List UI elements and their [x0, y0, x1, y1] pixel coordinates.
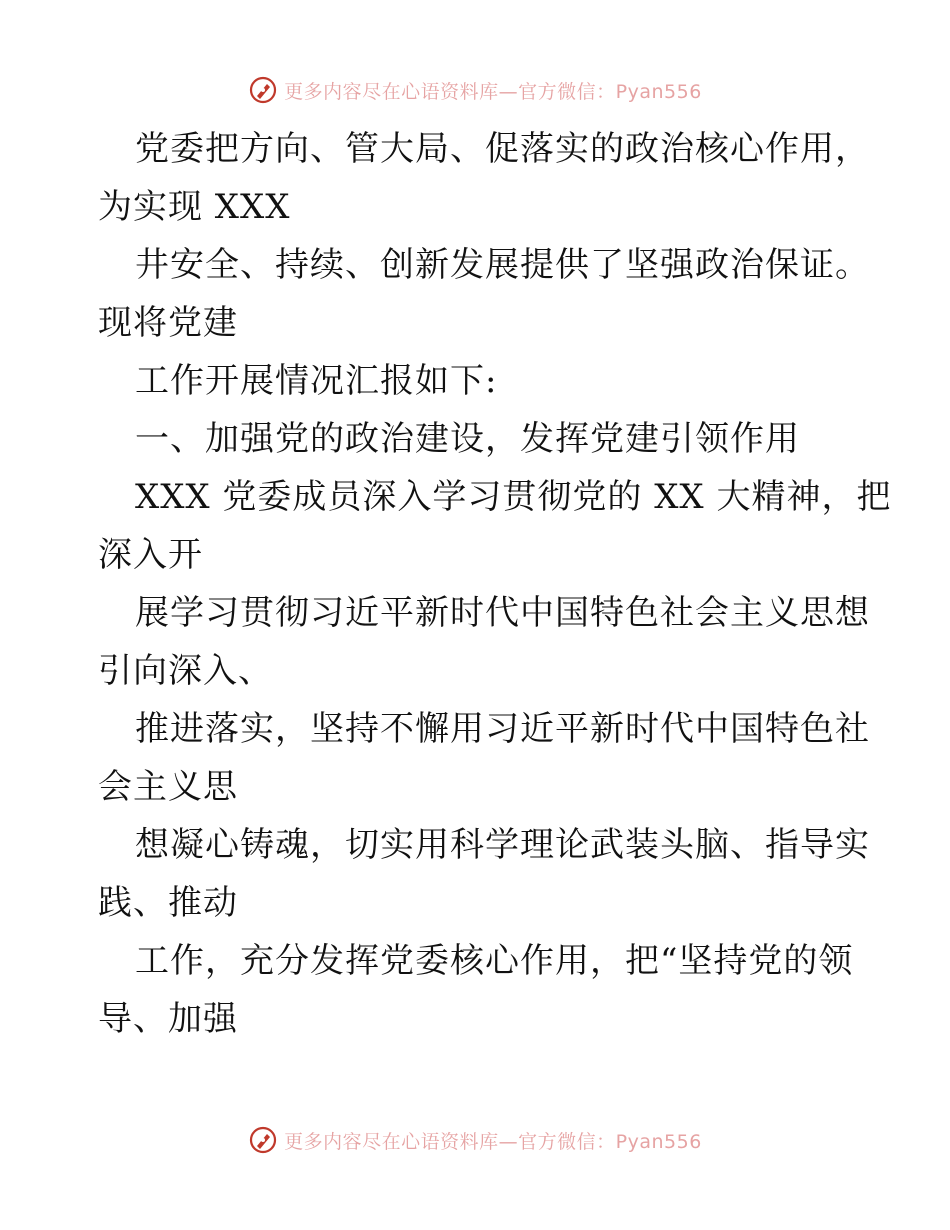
- paragraph-line: 工作，充分发挥党委核心作用，把“坚持党的领: [135, 941, 854, 981]
- paragraph-line: 深入开: [98, 535, 203, 575]
- document-body: [98, 120, 892, 1048]
- paragraph-line: 现将党建: [98, 303, 238, 343]
- paragraph-line: 井安全、持续、创新发展提供了坚强政治保证。: [135, 245, 870, 285]
- paragraph-line: 会主义思: [98, 767, 238, 807]
- paragraph-line: 推进落实，坚持不懈用习近平新时代中国特色社: [135, 709, 870, 749]
- pen-nib-logo-icon: [248, 1125, 278, 1155]
- paragraph-line: 工作开展情况汇报如下:: [135, 361, 498, 401]
- header-watermark: [0, 70, 950, 110]
- footer-watermark: [0, 1120, 950, 1160]
- paragraph-line: 党委把方向、管大局、促落实的政治核心作用，: [135, 129, 870, 169]
- pen-nib-logo-icon: [248, 75, 278, 105]
- paragraph-line: 引向深入、: [98, 651, 273, 691]
- section-heading: 一、加强党的政治建设，发挥党建引领作用: [135, 419, 800, 459]
- paragraph-line: 导、加强: [98, 999, 238, 1039]
- watermark-text: 更多内容尽在心语资料库—官方微信：Pyan556: [284, 80, 702, 103]
- paragraph-line: 展学习贯彻习近平新时代中国特色社会主义思想: [135, 593, 870, 633]
- watermark-text: 更多内容尽在心语资料库—官方微信：Pyan556: [284, 1130, 702, 1153]
- paragraph-line: 为实现 XXX: [98, 187, 291, 227]
- paragraph-line: 践、推动: [98, 883, 238, 923]
- paragraph-line: XXX 党委成员深入学习贯彻党的 XX 大精神，把: [135, 477, 892, 517]
- paragraph-line: 想凝心铸魂，切实用科学理论武装头脑、指导实: [135, 825, 870, 865]
